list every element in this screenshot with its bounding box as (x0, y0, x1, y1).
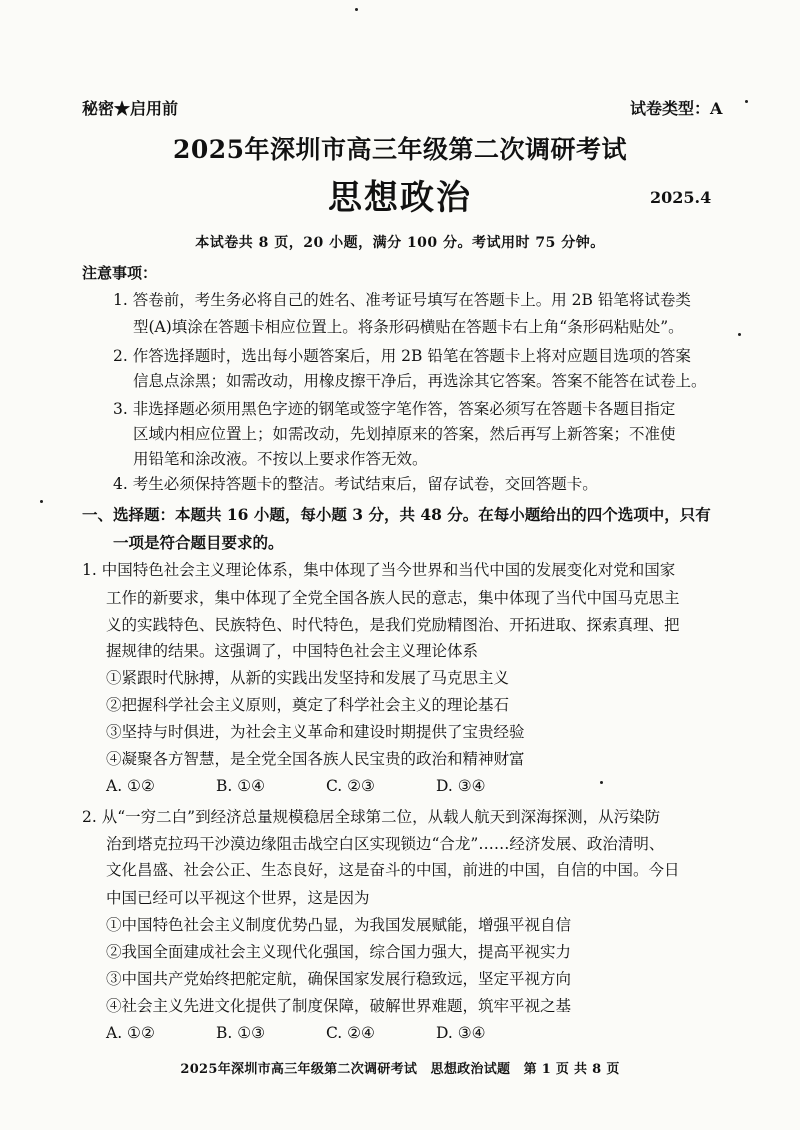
q1-stem-line-3: 义的实践特色、民族特色、时代特色，是我们党励精图治、开拓进取、探索真理、把 (106, 616, 680, 634)
q2-statement-2: ②我国全面建成社会主义现代化强国，综合国力强大，提高平视实力 (106, 943, 572, 961)
q2-option-c[interactable]: C. ②④ (326, 1024, 375, 1042)
scan-speck (355, 8, 358, 11)
subject-title: 思想政治 (328, 178, 472, 218)
note-3-line-3: 用铅笔和涂改液。不按以上要求作答无效。 (133, 450, 428, 468)
q1-options (106, 773, 486, 799)
paper-type: 试卷类型：A (630, 99, 723, 118)
scan-speck (745, 100, 748, 103)
section-heading-line-2: 一项是符合题目要求的。 (113, 533, 284, 552)
q1-statement-2: ②把握科学社会主义原则，奠定了科学社会主义的理论基石 (106, 696, 510, 714)
exam-date: 2025.4 (650, 188, 712, 207)
q2-option-d[interactable]: D. ③④ (436, 1024, 486, 1042)
q2-statement-3: ③中国共产党始终把舵定航，确保国家发展行稳致远，坚定平视方向 (106, 970, 572, 988)
q2-stem-line-1: 2. 从“一穷二白”到经济总量规模稳居全球第二位，从载人航天到深海探测，从污染防 (82, 808, 661, 826)
note-1-line-2: 型(A)填涂在答题卡相应位置上。将条形码横贴在答题卡右上角“条形码粘贴处”。 (133, 318, 684, 336)
note-1-line-1: 1. 答卷前，考生务必将自己的姓名、准考证号填写在答题卡上。用 2B 铅笔将试卷类 (113, 291, 691, 309)
q1-statement-4: ④凝聚各方智慧，是全党全国各族人民宝贵的政治和精神财富 (106, 750, 525, 768)
scan-speck (40, 500, 43, 503)
q2-options (106, 1020, 486, 1046)
q1-option-c[interactable]: C. ②③ (326, 777, 375, 795)
q1-statement-3: ③坚持与时俱进，为社会主义革命和建设时期提供了宝贵经验 (106, 723, 525, 741)
note-4-line-1: 4. 考生必须保持答题卡的整洁。考试结束后，留存试卷，交回答题卡。 (113, 475, 598, 493)
q2-stem-line-3: 文化昌盛、社会公正、生态良好，这是奋斗的中国，前进的中国，自信的中国。今日 (106, 861, 680, 879)
q1-stem-line-2: 工作的新要求，集中体现了全党全国各族人民的意志，集中体现了当代中国马克思主 (106, 589, 680, 607)
secret-label: 秘密★启用前 (82, 99, 179, 118)
q2-option-b[interactable]: B. ①③ (216, 1024, 266, 1042)
q2-statement-1: ①中国特色社会主义制度优势凸显，为我国发展赋能，增强平视自信 (106, 916, 572, 934)
page-footer: 2025年深圳市高三年级第二次调研考试 思想政治试题 第 1 页 共 8 页 (180, 1062, 620, 1077)
q2-stem-line-4: 中国已经可以平视这个世界，这是因为 (106, 889, 370, 907)
scan-speck (738, 333, 741, 336)
q1-option-d[interactable]: D. ③④ (436, 777, 486, 795)
q1-option-a[interactable]: A. ①② (106, 777, 155, 795)
exam-title: 2025年深圳市高三年级第二次调研考试 (172, 135, 628, 164)
exam-info: 本试卷共 8 页，20 小题，满分 100 分。考试用时 75 分钟。 (195, 235, 605, 251)
note-2-line-2: 信息点涂黑；如需改动，用橡皮擦干净后，再选涂其它答案。答案不能答在试卷上。 (133, 372, 707, 390)
scan-speck (600, 781, 603, 784)
section-heading-line-1: 一、选择题：本题共 16 小题，每小题 3 分，共 48 分。在每小题给出的四个选项中，只有 (82, 505, 711, 524)
note-2-line-1: 2. 作答选择题时，选出每小题答案后，用 2B 铅笔在答题卡上将对应题目选项的答案 (113, 347, 691, 365)
q2-statement-4: ④社会主义先进文化提供了制度保障，破解世界难题，筑牢平视之基 (106, 997, 572, 1015)
q1-stem-line-4: 握规律的结果。这强调了，中国特色社会主义理论体系 (106, 642, 479, 660)
q1-statement-1: ①紧跟时代脉搏，从新的实践出发坚持和发展了马克思主义 (106, 669, 510, 687)
q1-option-b[interactable]: B. ①④ (216, 777, 266, 795)
q2-option-a[interactable]: A. ①② (106, 1024, 155, 1042)
q2-stem-line-2: 治到塔克拉玛干沙漠边缘阻击战空白区实现锁边“合龙”……经济发展、政治清明、 (106, 835, 665, 853)
q1-stem-line-1: 1. 中国特色社会主义理论体系，集中体现了当今世界和当代中国的发展变化对党和国家 (82, 561, 676, 579)
note-3-line-1: 3. 非选择题必须用黑色字迹的钢笔或签字笔作答，答案必须写在答题卡各题目指定 (113, 400, 676, 418)
notes-title: 注意事项： (82, 264, 158, 282)
note-3-line-2: 区域内相应位置上；如需改动，先划掉原来的答案，然后再写上新答案；不准使 (133, 425, 676, 443)
